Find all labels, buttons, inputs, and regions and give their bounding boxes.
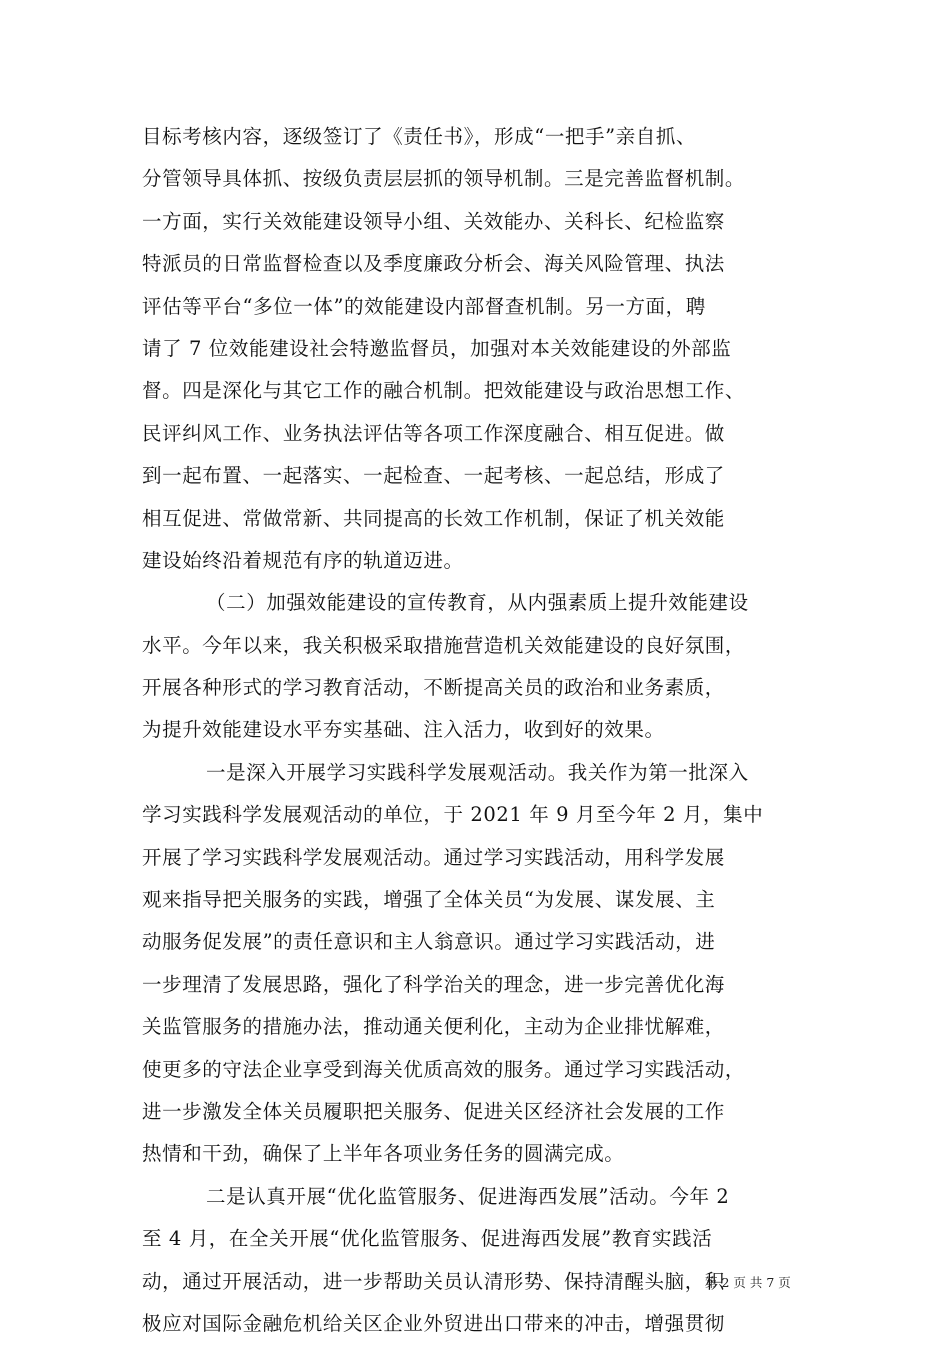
text-line: 开展了学习实践科学发展观活动。通过学习实践活动，用科学发展 — [142, 845, 725, 869]
text-line: 热情和干劲，确保了上半年各项业务任务的圆满完成。 — [142, 1142, 625, 1166]
text-line: 一步理清了发展思路，强化了科学治关的理念，进一步完善优化海 — [142, 972, 725, 996]
text-line: 水平。今年以来，我关积极采取措施营造机关效能建设的良好氛围， — [142, 633, 746, 657]
page-number: 第 2 页 共 7 页 — [705, 1275, 791, 1290]
text-line: 动服务促发展”的责任意识和主人翁意识。通过学习实践活动，进 — [142, 930, 716, 954]
document-body — [142, 116, 808, 1345]
text-line: 评估等平台“多位一体”的效能建设内部督查机制。另一方面，聘 — [142, 294, 706, 318]
text-line: 观来指导把关服务的实践，增强了全体关员“为发展、谋发展、主 — [142, 888, 716, 912]
text-line: 进一步激发全体关员履职把关服务、促进关区经济社会发展的工作 — [142, 1099, 725, 1123]
paragraph-start-line: 二是认真开展“优化监管服务、促进海西发展”活动。今年 2 — [206, 1184, 730, 1208]
text-line: 关监管服务的措施办法，推动通关便利化，主动为企业排忧解难， — [142, 1015, 725, 1039]
text-line: 督。四是深化与其它工作的融合机制。把效能建设与政治思想工作、 — [142, 379, 746, 403]
text-line: 极应对国际金融危机给关区企业外贸进出口带来的冲击，增强贯彻 — [142, 1311, 725, 1335]
text-line: 建设始终沿着规范有序的轨道迈进。 — [142, 548, 464, 572]
text-line: 开展各种形式的学习教育活动，不断提高关员的政治和业务素质， — [142, 676, 725, 700]
text-line: 为提升效能建设水平夯实基础、注入活力，收到好的效果。 — [142, 718, 665, 742]
text-line: 到一起布置、一起落实、一起检查、一起考核、一起总结，形成了 — [142, 464, 725, 488]
text-line: 使更多的守法企业享受到海关优质高效的服务。通过学习实践活动， — [142, 1057, 746, 1081]
text-line: 动，通过开展活动，进一步帮助关员认清形势、保持清醒头脑，积 — [142, 1269, 725, 1293]
text-line: 学习实践科学发展观活动的单位，于 2021 年 9 月至今年 2 月，集中 — [142, 803, 764, 827]
text-line: 一方面，实行关效能建设领导小组、关效能办、关科长、纪检监察 — [142, 209, 725, 233]
text-line: 至 4 月，在全关开展“优化监管服务、促进海西发展”教育实践活 — [142, 1227, 713, 1251]
text-line: 民评纠风工作、业务执法评估等各项工作深度融合、相互促进。做 — [142, 421, 725, 445]
text-line: 相互促进、常做常新、共同提高的长效工作机制，保证了机关效能 — [142, 506, 725, 530]
text-line: 分管领导具体抓、按级负责层层抓的领导机制。三是完善监督机制。 — [142, 167, 746, 191]
text-line: 特派员的日常监督检查以及季度廉政分析会、海关风险管理、执法 — [142, 252, 725, 276]
text-line: 目标考核内容，逐级签订了《责任书》，形成“一把手”亲自抓、 — [142, 125, 697, 148]
paragraph-start-line: （二）加强效能建设的宣传教育，从内强素质上提升效能建设 — [206, 591, 749, 615]
text-line: 请了 7 位效能建设社会特邀监督员，加强对本关效能建设的外部监 — [142, 336, 732, 360]
paragraph-start-line: 一是深入开展学习实践科学发展观活动。我关作为第一批深入 — [206, 760, 749, 784]
